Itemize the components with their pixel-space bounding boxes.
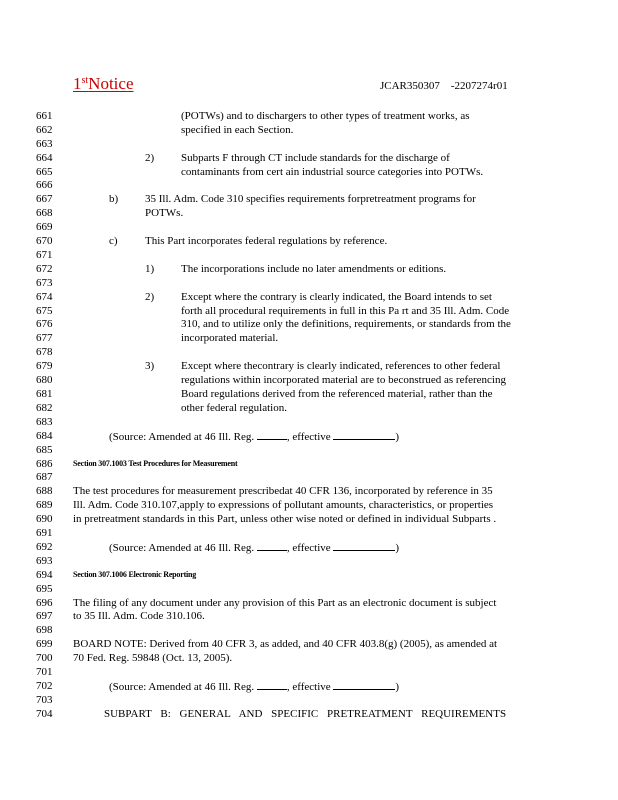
- line-number: 694: [36, 569, 53, 581]
- line-680: [0, 373, 618, 387]
- list-label: 2): [145, 291, 155, 303]
- line-674: [0, 290, 618, 304]
- line-number: 678: [36, 346, 53, 358]
- line-number: 671: [36, 249, 53, 261]
- line-number: 668: [36, 207, 53, 219]
- line-684: [0, 429, 618, 443]
- line-text: incorporated material.: [181, 332, 279, 344]
- line-text: regulations within incorporated material are to beconstrued as referencing: [181, 374, 506, 386]
- line-number: 684: [36, 430, 53, 442]
- line-number: 697: [36, 610, 53, 622]
- line-text: to 35 Ill. Adm. Code 310.106.: [73, 610, 205, 622]
- effective-date-blank: [333, 429, 395, 440]
- line-text: Subparts F through CT include standards for the discharge of: [181, 152, 450, 164]
- line-665: [0, 165, 618, 179]
- line-697: [0, 609, 618, 623]
- line-685: [0, 443, 618, 457]
- line-number: 674: [36, 291, 53, 303]
- line-number: 685: [36, 444, 53, 456]
- line-number: 702: [36, 680, 53, 692]
- subpart-heading: SUBPART B: GENERAL AND SPECIFIC PRETREATMENT REQUIREMENTS: [104, 708, 507, 720]
- line-689: [0, 498, 618, 512]
- line-number: 698: [36, 624, 53, 636]
- section-heading: Section 307.1006 Electronic Reporting: [73, 570, 197, 579]
- line-701: [0, 665, 618, 679]
- line-text: (POTWs) and to dischargers to other types of treatment works, as: [181, 110, 470, 122]
- line-text: BOARD NOTE: Derived from 40 CFR 3, as added, and 40 CFR 403.8(g) (2005), as amended at: [73, 638, 498, 650]
- line-691: [0, 526, 618, 540]
- line-text: This Part incorporates federal regulations by reference.: [145, 235, 388, 247]
- line-text: POTWs.: [145, 207, 184, 219]
- line-number: 691: [36, 527, 53, 539]
- effective-date-blank: [333, 679, 395, 690]
- line-683: [0, 415, 618, 429]
- line-699: [0, 637, 618, 651]
- line-669: [0, 220, 618, 234]
- line-number: 693: [36, 555, 53, 567]
- line-671: [0, 248, 618, 262]
- line-695: [0, 582, 618, 596]
- line-681: [0, 387, 618, 401]
- line-678: [0, 345, 618, 359]
- list-label: b): [109, 193, 119, 205]
- line-694: [0, 568, 618, 582]
- line-690: [0, 512, 618, 526]
- section-heading: Section 307.1003 Test Procedures for Measurement: [73, 459, 238, 468]
- line-692: [0, 540, 618, 554]
- register-blank: [257, 679, 287, 690]
- line-693: [0, 554, 618, 568]
- line-number: 670: [36, 235, 53, 247]
- line-number: 663: [36, 138, 53, 150]
- line-number: 662: [36, 124, 53, 136]
- line-679: [0, 359, 618, 373]
- line-text: Board regulations derived from the referenced material, rather than the: [181, 388, 493, 400]
- line-682: [0, 401, 618, 415]
- line-702: [0, 679, 618, 693]
- document-id: JCAR350307 -2207274r01: [380, 80, 508, 92]
- line-696: [0, 596, 618, 610]
- line-number: 700: [36, 652, 53, 664]
- notice-heading: 1stNotice: [73, 74, 134, 93]
- line-number: 682: [36, 402, 53, 414]
- line-number: 683: [36, 416, 53, 428]
- line-number: 676: [36, 318, 53, 330]
- source-note: (Source: Amended at 46 Ill. Reg. , effective ): [109, 542, 400, 554]
- source-note: (Source: Amended at 46 Ill. Reg. , effective ): [109, 431, 400, 443]
- line-number: 690: [36, 513, 53, 525]
- line-number: 665: [36, 166, 53, 178]
- line-number: 667: [36, 193, 53, 205]
- line-number: 669: [36, 221, 53, 233]
- line-number: 661: [36, 110, 53, 122]
- line-number: 673: [36, 277, 53, 289]
- line-663: [0, 137, 618, 151]
- line-688: [0, 484, 618, 498]
- source-note: (Source: Amended at 46 Ill. Reg. , effective ): [109, 681, 400, 693]
- line-text: 310, and to utilize only the definitions, requirements, or standards from the: [181, 318, 511, 330]
- line-704: [0, 707, 618, 721]
- register-blank: [257, 429, 287, 440]
- line-number: 704: [36, 708, 53, 720]
- line-number: 699: [36, 638, 53, 650]
- line-text: Except where thecontrary is clearly indicated, references to other federal: [181, 360, 501, 372]
- line-698: [0, 623, 618, 637]
- line-number: 677: [36, 332, 53, 344]
- line-number: 681: [36, 388, 53, 400]
- line-number: 688: [36, 485, 53, 497]
- line-number: 695: [36, 583, 53, 595]
- line-number: 672: [36, 263, 53, 275]
- line-672: [0, 262, 618, 276]
- line-number: 679: [36, 360, 53, 372]
- line-662: [0, 123, 618, 137]
- line-text: The test procedures for measurement prescribedat 40 CFR 136, incorporated by reference in 35: [73, 485, 493, 497]
- line-text: The filing of any document under any provision of this Part as an electronic document is subject: [73, 597, 497, 609]
- register-blank: [257, 540, 287, 551]
- list-label: 3): [145, 360, 155, 372]
- line-675: [0, 304, 618, 318]
- line-670: [0, 234, 618, 248]
- line-text: forth all procedural requirements in full in this Pa rt and 35 Ill. Adm. Code: [181, 305, 510, 317]
- line-number: 692: [36, 541, 53, 553]
- line-687: [0, 470, 618, 484]
- line-677: [0, 331, 618, 345]
- line-number: 666: [36, 179, 53, 191]
- line-667: [0, 192, 618, 206]
- line-686: [0, 457, 618, 471]
- line-676: [0, 317, 618, 331]
- line-number: 689: [36, 499, 53, 511]
- line-number: 675: [36, 305, 53, 317]
- effective-date-blank: [333, 540, 395, 551]
- line-text: in pretreatment standards in this Part, unless other wise noted or defined in individual Subparts .: [73, 513, 497, 525]
- line-text: Ill. Adm. Code 310.107,apply to expressions of pollutant amounts, characteristics, or properties: [73, 499, 494, 511]
- line-number: 680: [36, 374, 53, 386]
- line-text: specified in each Section.: [181, 124, 294, 136]
- line-number: 703: [36, 694, 53, 706]
- line-666: [0, 178, 618, 192]
- list-label: 2): [145, 152, 155, 164]
- list-label: c): [109, 235, 118, 247]
- list-label: 1): [145, 263, 155, 275]
- line-number: 701: [36, 666, 53, 678]
- line-661: [0, 109, 618, 123]
- line-text: Except where the contrary is clearly indicated, the Board intends to set: [181, 291, 492, 303]
- line-text: The incorporations include no later amendments or editions.: [181, 263, 447, 275]
- line-664: [0, 151, 618, 165]
- line-number: 687: [36, 471, 53, 483]
- line-text: 35 Ill. Adm. Code 310 specifies requirements forpretreatment programs for: [145, 193, 476, 205]
- line-number: 664: [36, 152, 53, 164]
- line-700: [0, 651, 618, 665]
- line-703: [0, 693, 618, 707]
- line-668: [0, 206, 618, 220]
- line-number: 686: [36, 458, 53, 470]
- line-text: contaminants from cert ain industrial source categories into POTWs.: [181, 166, 484, 178]
- line-number: 696: [36, 597, 53, 609]
- line-673: [0, 276, 618, 290]
- line-text: 70 Fed. Reg. 59848 (Oct. 13, 2005).: [73, 652, 233, 664]
- line-text: other federal regulation.: [181, 402, 287, 414]
